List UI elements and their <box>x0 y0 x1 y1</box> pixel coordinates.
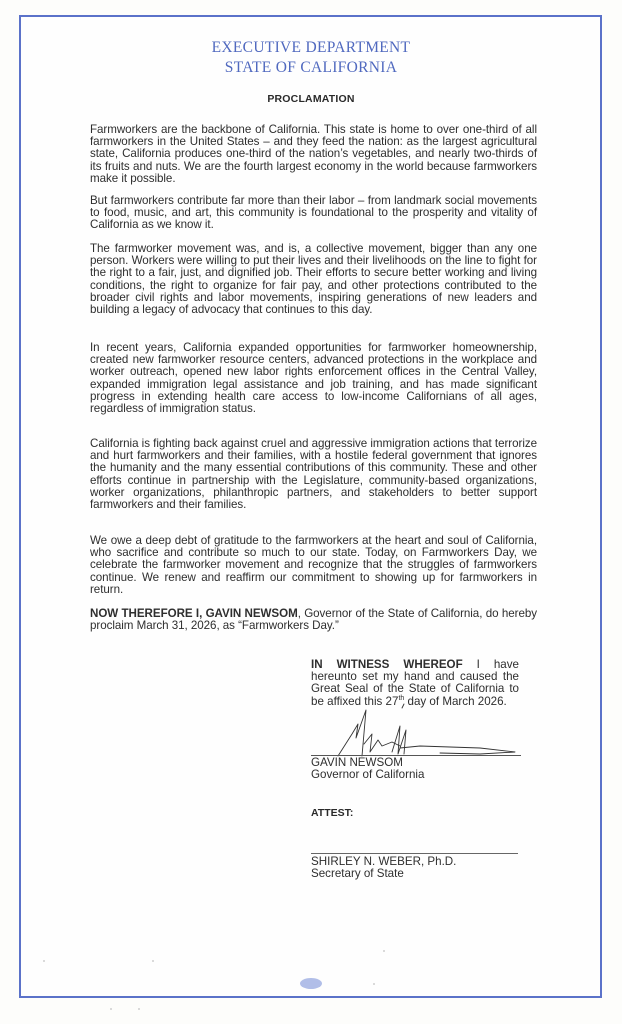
paragraph-proclaim <box>90 608 537 632</box>
header-executive-department: EXECUTIVE DEPARTMENT <box>211 39 411 56</box>
paragraph-backbone: Farmworkers are the backbone of California. This state is home to over one-third of all farmworkers in the United States – and they feed the nation: as the largest agricultural state, California produces one-third of the nation’s vegetables, and nearly two-thirds of its fruits and nuts. We are the fourth largest economy in the world because farmworkers make it possible. <box>90 123 537 185</box>
paper-speck <box>383 950 385 952</box>
paper-speck <box>110 1008 112 1010</box>
proclamation-title: PROCLAMATION <box>267 93 355 105</box>
paper-speck <box>152 960 154 962</box>
proclaim-rest: , Governor of the State of California, do hereby proclaim March 31, 2026, as “Farmworkers Day.” <box>90 607 537 633</box>
attest-label: ATTEST: <box>311 807 354 819</box>
witness-text-1: I have hereunto set my hand and caused the Great Seal of the State of California to be affixed this 27 <box>311 658 519 708</box>
paragraph-fighting-back: California is fighting back against cruel and aggressive immigration actions that terrorize and hurt farmworkers and their families, with a hostile federal government that ignores the humanity and the many essential contributions of this community. These and other efforts continue in partnership with the Legislature, community-based organizations, worker organizations, philanthropic partners, and stakeholders to better support farmworkers and their families. <box>90 437 537 512</box>
seal-watermark-icon <box>300 978 322 989</box>
governor-name: GAVIN NEWSOM <box>311 756 403 769</box>
witness-lead: IN WITNESS WHEREOF <box>311 658 463 671</box>
paragraph-recent-years: In recent years, California expanded opportunities for farmworker homeownership, created new farmworker resource centers, advanced protections in the workplace and worker outreach, opened new labor rights enforcement offices in the Central Valley, expanded immigration legal assistance and job training, and has made significant progress in extending health care access to low-income Californians of all ages, regardless of immigration status. <box>90 341 537 416</box>
governor-title: Governor of California <box>311 768 425 781</box>
header-state-of-california: STATE OF CALIFORNIA <box>224 59 398 76</box>
paper-speck <box>138 1008 140 1010</box>
governor-signature <box>330 700 530 760</box>
secretary-name: SHIRLEY N. WEBER, Ph.D. <box>311 855 457 868</box>
secretary-title: Secretary of State <box>311 867 404 880</box>
proclaim-lead: NOW THEREFORE I, GAVIN NEWSOM <box>90 607 298 620</box>
paper-speck <box>43 960 45 962</box>
secretary-signature-line <box>311 853 518 854</box>
witness-ordinal-suffix: th <box>398 694 405 702</box>
witness-text-2: day of March 2026. <box>404 694 507 708</box>
paragraph-contribute: But farmworkers contribute far more than their labor – from landmark social movements to food, music, and art, this community is foundational to the prosperity and vitality of California as we know it. <box>90 194 537 232</box>
paragraph-movement: The farmworker movement was, and is, a collective movement, bigger than any one person. Workers were willing to put their lives and their livelihoods on the line to fight for the right to a fair, just, and dignified job. Their efforts to secure better working and living conditions, the right to organize for fair pay, and other protections contributed to the broader civil rights and labor movements, inspiring generations of new leaders and building a legacy of advocacy that continues to this day. <box>90 242 537 317</box>
paragraph-gratitude: We owe a deep debt of gratitude to the farmworkers at the heart and soul of California, who sacrifice and contribute so much to our state. Today, on Farmworkers Day, we celebrate the farmworker movement and recognize that the struggles of farmworkers continue. We renew and reaffirm our commitment to showing up for farmworkers in return. <box>90 534 537 596</box>
paper-speck <box>373 983 375 985</box>
